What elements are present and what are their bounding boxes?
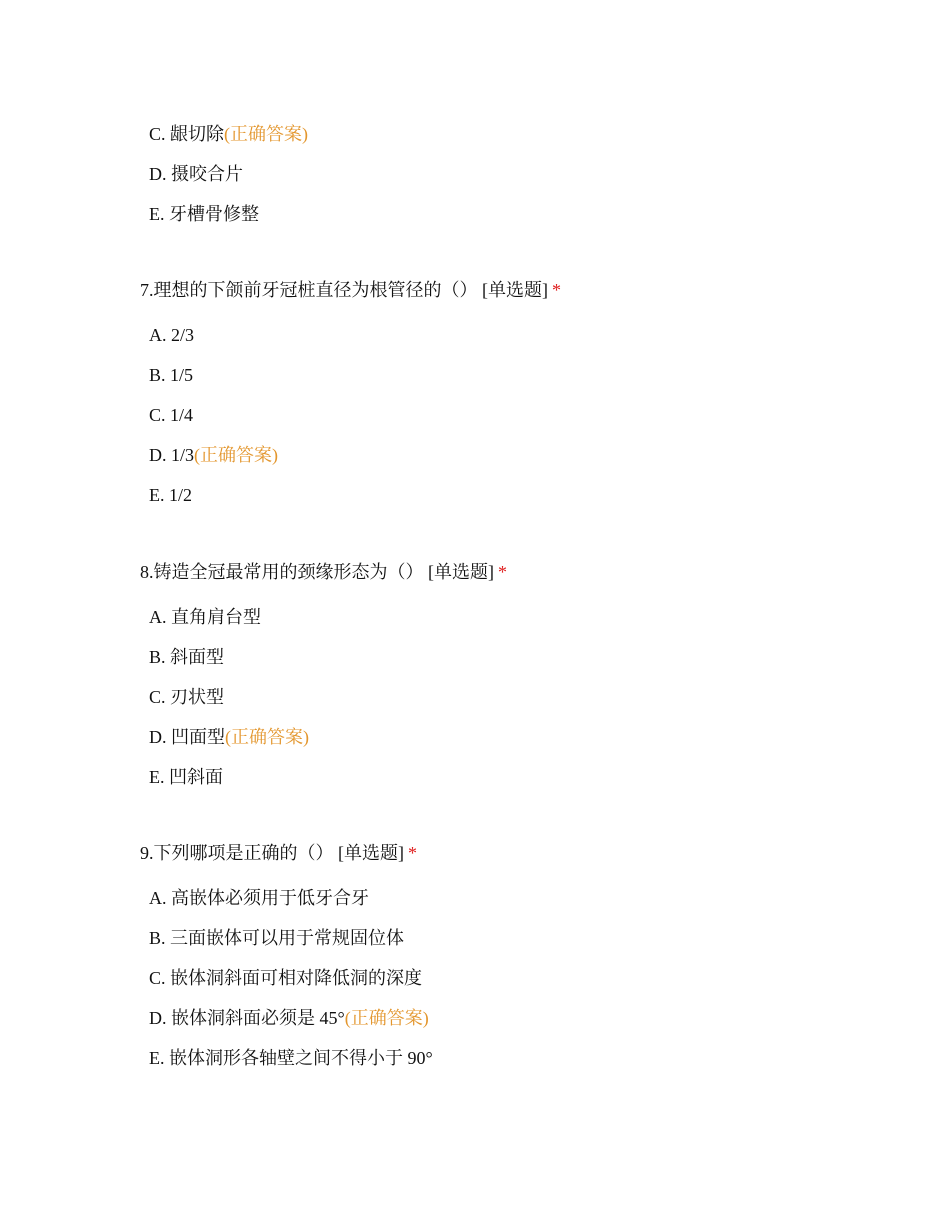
question-text: 7.理想的下颌前牙冠桩直径为根管径的（） [140, 280, 478, 300]
option-d [140, 998, 900, 1038]
option-text: C. 1/4 [149, 405, 194, 425]
correct-answer-mark: (正确答案) [194, 445, 278, 465]
option-text: C. 嵌体洞斜面可相对降低洞的深度 [149, 968, 423, 988]
option-a [140, 315, 900, 355]
option-text: D. 1/3 [149, 445, 194, 465]
option-b [140, 637, 900, 677]
option-text: C. 刃状型 [149, 687, 225, 707]
option-text: E. 牙槽骨修整 [149, 204, 259, 224]
question-6-tail [140, 114, 900, 234]
question-text: 8.铸造全冠最常用的颈缘形态为（） [140, 562, 424, 582]
option-c [140, 114, 900, 154]
option-text: A. 高嵌体必须用于低牙合牙 [149, 888, 369, 908]
option-text: B. 1/5 [149, 365, 194, 385]
option-text: E. 凹斜面 [149, 767, 223, 787]
option-c [140, 958, 900, 998]
question-8 [140, 552, 900, 797]
option-text: E. 嵌体洞形各轴壁之间不得小于 90° [149, 1048, 433, 1068]
options-list [140, 114, 900, 234]
question-type: [单选题] [338, 843, 404, 863]
option-text: A. 2/3 [149, 325, 194, 345]
options-list [140, 878, 900, 1078]
required-mark: * [408, 843, 417, 863]
question-type: [单选题] [428, 562, 494, 582]
option-d [140, 717, 900, 757]
correct-answer-mark: (正确答案) [224, 124, 309, 144]
option-a [140, 597, 900, 637]
options-list [140, 597, 900, 797]
option-text: B. 三面嵌体可以用于常规固位体 [149, 928, 405, 948]
option-e [140, 757, 900, 797]
option-d [140, 435, 900, 475]
option-a [140, 878, 900, 918]
option-text: D. 嵌体洞斜面必须是 45° [149, 1008, 345, 1028]
question-title [140, 552, 900, 592]
correct-answer-mark: (正确答案) [344, 1008, 429, 1028]
options-list [140, 315, 900, 515]
option-b [140, 355, 900, 395]
question-title [140, 833, 900, 873]
option-c [140, 677, 900, 717]
correct-answer-mark: (正确答案) [225, 727, 309, 747]
option-text: E. 1/2 [149, 485, 192, 505]
required-mark: * [498, 562, 507, 582]
option-text: D. 凹面型 [149, 727, 225, 747]
option-e [140, 194, 900, 234]
question-type: [单选题] [482, 280, 548, 300]
question-9 [140, 833, 900, 1078]
option-b [140, 918, 900, 958]
option-c [140, 395, 900, 435]
option-text: B. 斜面型 [149, 647, 225, 667]
option-e [140, 475, 900, 515]
option-d [140, 154, 900, 194]
option-text: D. 摄咬合片 [149, 164, 243, 184]
question-title [140, 270, 900, 310]
option-text: A. 直角肩台型 [149, 607, 261, 627]
question-7 [140, 270, 900, 515]
question-text: 9.下列哪项是正确的（） [140, 843, 334, 863]
option-text: C. 龈切除 [149, 124, 225, 144]
required-mark: * [552, 280, 561, 300]
option-e [140, 1038, 900, 1078]
